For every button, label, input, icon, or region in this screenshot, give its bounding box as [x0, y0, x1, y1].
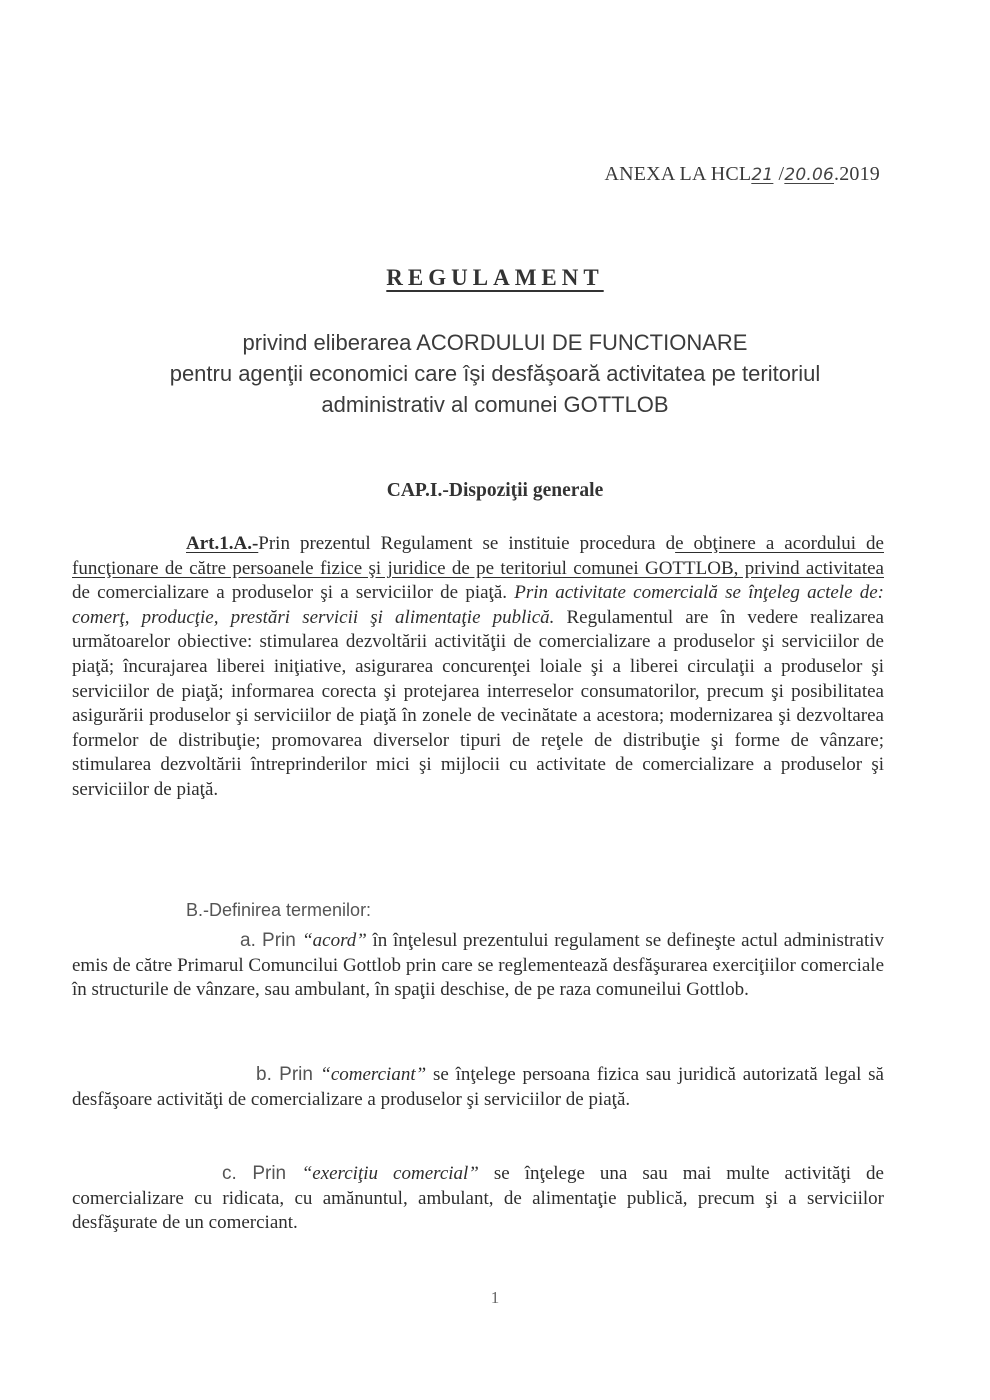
- definition-a-label: a. Prin: [240, 930, 303, 951]
- annex-date-handwritten: 20.06: [784, 165, 834, 185]
- article-1-text-2: de comercializare a produselor şi a serviciilor de piaţă.: [72, 582, 515, 604]
- annex-number-handwritten: 21: [751, 165, 774, 185]
- definition-b-text: se înţelege persoana fizica sau juridică autorizată legal să desfăşoare activităţi de comercializare a produselor şi serviciilor de piaţă.: [72, 1064, 884, 1110]
- page-number: 1: [490, 1288, 500, 1307]
- chapter-heading: CAP.I.-Dispoziţii generale: [386, 480, 604, 501]
- definitions-heading: B.-Definirea termenilor:: [186, 900, 372, 920]
- definition-a-term: “acord”: [302, 930, 367, 951]
- definition-c-term: “exerciţiu comercial”: [301, 1163, 479, 1184]
- article-1-paragraph: [72, 532, 884, 803]
- definition-b-label: b. Prin: [256, 1064, 321, 1085]
- document-subtitle: [90, 327, 900, 420]
- article-1-label: Art.1.A.-: [186, 533, 259, 554]
- article-1-italic-text: Prin activitate comercială se înţeleg actele de: comerţ, producţie, prestări servicii şi alimentaţie publică.: [72, 582, 884, 628]
- annex-reference: [604, 163, 880, 186]
- definition-c-label: c. Prin: [222, 1163, 302, 1184]
- definition-b: [72, 1063, 884, 1112]
- subtitle-line-1: privind eliberarea ACORDULUI DE FUNCTIONARE: [242, 330, 748, 355]
- subtitle-line-2: pentru agenţii economici care îşi desfăşoară activitatea pe teritoriul: [169, 361, 821, 386]
- definition-a-text: în înţelesul prezentului regulament se defineşte actul administrativ emis de către Primarul Comuncilui Gottlob prin care se reglementează desfăşurarea exerciţiilor comerciale în structurile de vânzare, sau ambulant, în spaţii deschise, de pe raza comuneilui Gottlob.: [72, 930, 885, 1001]
- annex-year: .2019: [834, 163, 880, 185]
- definition-c-text: se înţelege una sau mai multe activităţi de comercializare cu ridicata, cu amănuntul, ambulant, de alimentaţie publică, precum şi a serviciilor desfăşurate de un comerciant.: [72, 1163, 884, 1234]
- article-1-underlined-text: e obţinere a acordului de funcţionare de către persoanele fizice şi juridice de pe teritoriul comunei GOTTLOB, privind activitatea: [72, 533, 884, 579]
- article-1-text-3: Regulamentul are în vedere realizarea următoarelor obiective: stimularea dezvoltării activităţii de comercializare a produselor şi serviciilor de piaţă; încurajarea liberei iniţiative, asigurarea concurenţei loiale şi a liberei circulaţii a produselor şi serviciilor de piaţă; informarea corecta şi protejarea interreselor consumatorilor, precum şi posibilitatea asigurării produselor şi serviciilor de piaţă în zonele de vecinătate a acestora; modernizarea şi dezvoltarea formelor de distribuţie; promovarea diverselor tipuri de reţele de distribuţie şi forme de vânzare; stimularea dezvoltării întreprinderilor mici şi mijlocii cu activitate de comercializare a produselor şi serviciilor de piaţă.: [72, 606, 884, 800]
- document-title: REGULAMENT: [386, 265, 604, 290]
- subtitle-line-3: administrativ al comunei GOTTLOB: [321, 392, 669, 417]
- definition-a: [72, 929, 884, 1003]
- article-1-text-1: Prin prezentul Regulament se instituie procedura d: [258, 533, 676, 554]
- annex-prefix: ANEXA LA HCL: [604, 163, 752, 185]
- definition-c: [72, 1162, 884, 1236]
- annex-separator: /: [773, 163, 785, 185]
- definition-b-term: “comerciant”: [320, 1064, 427, 1085]
